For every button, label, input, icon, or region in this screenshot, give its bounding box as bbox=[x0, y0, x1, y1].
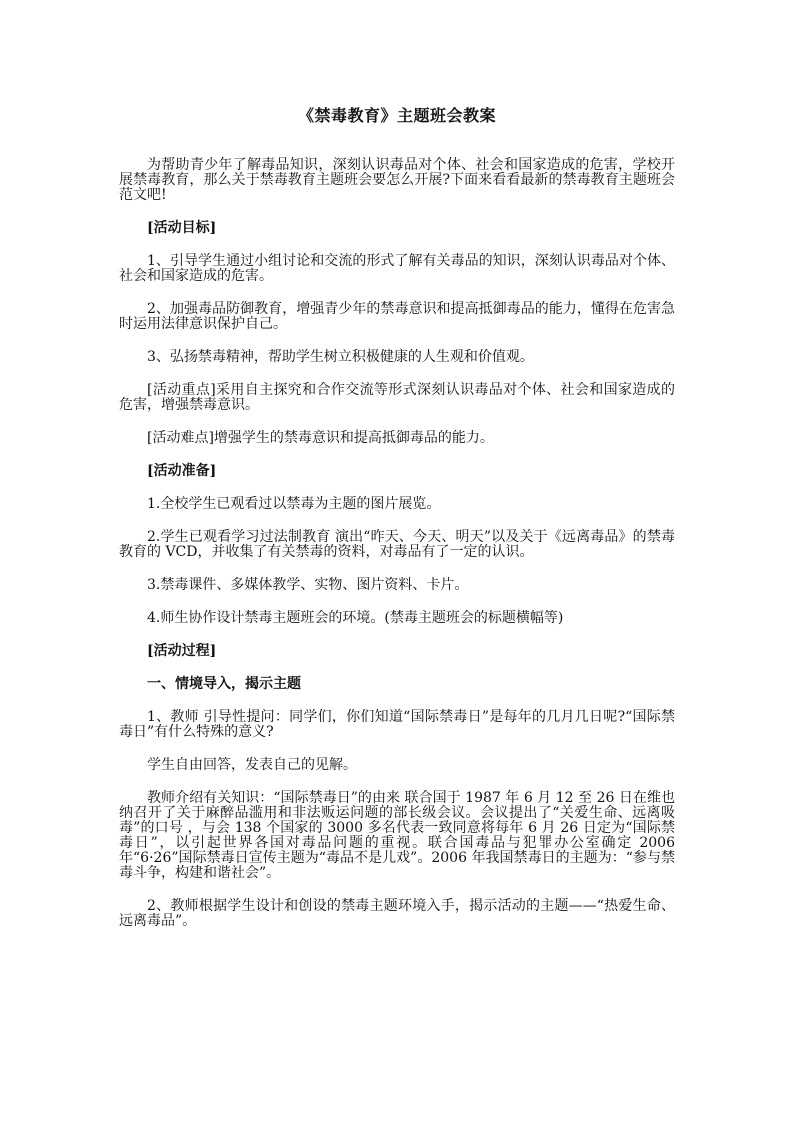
prep-item: 1.全校学生已观看过以禁毒为主题的图片展览。 bbox=[147, 496, 441, 512]
prep-item: 3.禁毒课件、多媒体教学、实物、图片资料、卡片。 bbox=[147, 577, 469, 593]
process-paragraph: 学生自由回答，发表自己的见解。 bbox=[147, 757, 357, 773]
process-heading: [活动过程] bbox=[147, 643, 217, 659]
goals-heading: [活动目标] bbox=[147, 220, 217, 236]
process-paragraph: 1、教师 引导性提问：同学们，你们知道“国际禁毒日”是每年的几月几日呢?“国际禁毒日”有什么特殊的意义? bbox=[119, 709, 675, 740]
process-paragraph: 教师介绍有关知识：“国际禁毒日”的由来 联合国于 1987 年 6 月 12 至 26 日在维也纳召开了关于麻醉品滥用和非法贩运问题的部长级会议。会议提出了“关爱生命、远离吸毒”的口号 ，与会 138 个国家的 3000 多名代表一致同意将每年 6 月 26 日定为“国际禁毒日”，以引起世界各国对毒品问题的重视。联合国毒品与犯罪办公室确定 2006 年“6·26”国际禁毒日宣传主题为“毒品不是儿戏”。2006 年我国禁毒日的主题为：“参与禁毒斗争，构建和谐社会”。 bbox=[119, 790, 675, 881]
section1-heading: 一、情境导入，揭示主题 bbox=[147, 676, 301, 692]
document-body bbox=[119, 104, 675, 929]
prep-heading: [活动准备] bbox=[147, 463, 217, 479]
prep-item: 4.师生协作设计禁毒主题班会的环境。(禁毒主题班会的标题横幅等) bbox=[147, 610, 564, 626]
goal-item: 2、加强毒品防御教育，增强青少年的禁毒意识和提高抵御毒品的能力，懂得在危害急时运用法律意识保护自己。 bbox=[119, 301, 675, 332]
key-point-paragraph: [活动重点]采用自主探究和合作交流等形式深刻认识毒品对个体、社会和国家造成的危害，增强禁毒意识。 bbox=[119, 382, 675, 413]
document-title: 《禁毒教育》主题班会教案 bbox=[297, 106, 496, 125]
intro-paragraph: 为帮助青少年了解毒品知识，深刻认识毒品对个体、社会和国家造成的危害，学校开展禁毒教育，那么关于禁毒教育主题班会要怎么开展?下面来看看最新的禁毒教育主题班会范文吧! bbox=[119, 157, 675, 203]
goal-item: 3、弘扬禁毒精神，帮助学生树立积极健康的人生观和价值观。 bbox=[147, 349, 534, 365]
goal-item: 1、引导学生通过小组讨论和交流的形式了解有关毒品的知识，深刻认识毒品对个体、社会和国家造成的危害。 bbox=[119, 253, 675, 284]
difficulty-paragraph: [活动难点]增强学生的禁毒意识和提高抵御毒品的能力。 bbox=[147, 430, 494, 446]
process-paragraph: 2、教师根据学生设计和创设的禁毒主题环境入手，揭示活动的主题——“热爱生命、远离毒品”。 bbox=[119, 898, 675, 929]
prep-item: 2.学生已观看学习过法制教育 演出“昨天、今天、明天”以及关于《远离毒品》的禁毒教育的 VCD，并收集了有关禁毒的资料，对毒品有了一定的认识。 bbox=[119, 529, 675, 560]
